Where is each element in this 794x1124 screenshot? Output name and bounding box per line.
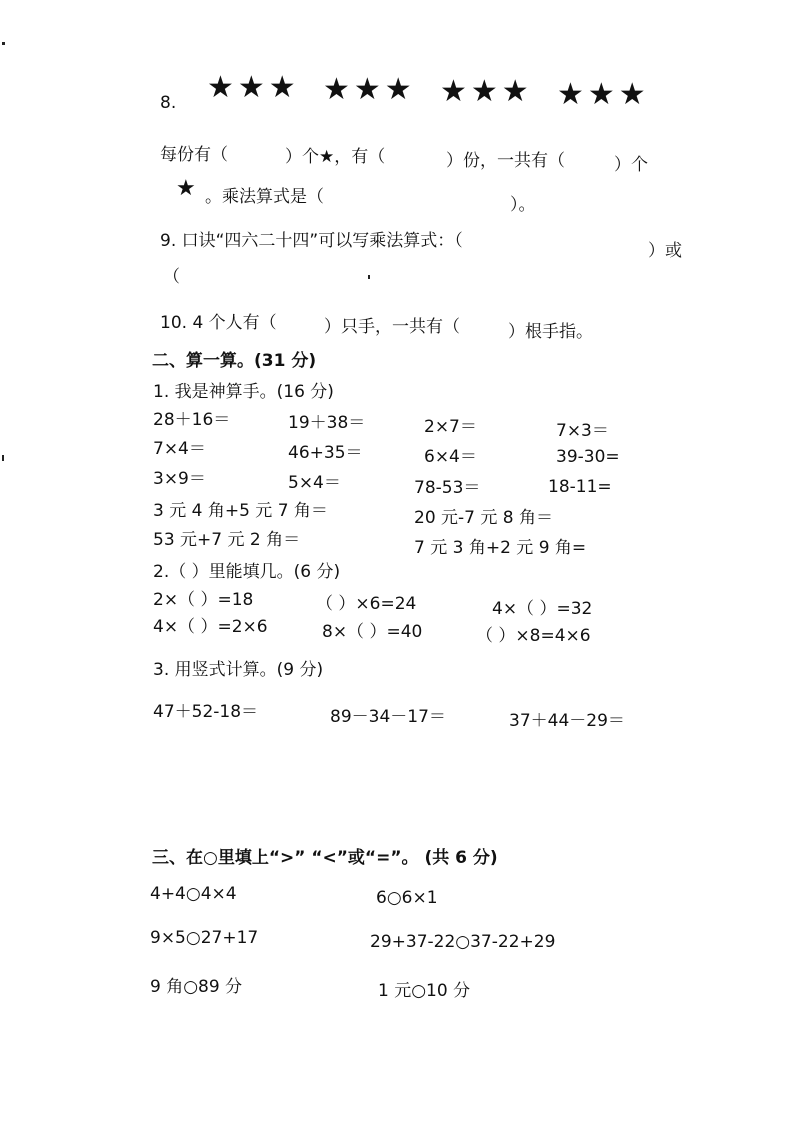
- compare-item: 29+37-22○37-22+29: [370, 932, 556, 952]
- calc-item: 6×4＝: [424, 447, 477, 467]
- q8-line1-part1: 每份有（: [160, 145, 228, 165]
- section2-title: 二、算一算。(31 分): [152, 351, 317, 371]
- q8-line1-part4: ）个: [614, 155, 648, 175]
- q10-part3: ）根手指。: [508, 322, 593, 342]
- calc-item: 7×3＝: [556, 421, 609, 441]
- calc-item: 18-11=: [548, 477, 612, 497]
- star-group-2: ★★★: [323, 72, 416, 107]
- q10-part2: ）只手，一共有（: [324, 317, 460, 337]
- compare-item: 9 角○89 分: [150, 977, 243, 997]
- compare-item: 4+4○4×4: [150, 884, 237, 904]
- calc-item: 7 元 3 角+2 元 9 角=: [414, 538, 587, 558]
- vertical-calc-item: 37＋44－29＝: [509, 711, 625, 731]
- fill-item: 2×（ ）=18: [153, 590, 254, 610]
- q9-part2: ）或: [648, 241, 682, 261]
- q9-part3: （: [163, 267, 180, 287]
- q8-line1-part2: ）个★，有（: [285, 147, 386, 167]
- calc-item: 46+35＝: [288, 443, 363, 463]
- scan-speck: [2, 455, 4, 461]
- q8-line1-part3: ）份，一共有（: [446, 151, 565, 171]
- compare-item: 9×5○27+17: [150, 928, 259, 948]
- q8-line2-part2: 。乘法算式是（: [205, 187, 324, 207]
- vertical-calc-item: 47＋52-18＝: [153, 702, 259, 722]
- fill-item: 8×（ ）=40: [322, 622, 423, 642]
- vertical-calc-item: 89－34－17＝: [330, 707, 446, 727]
- q8-line2-part3: ）。: [510, 195, 536, 215]
- calc-item: 19＋38＝: [288, 413, 366, 433]
- calc-item: 53 元+7 元 2 角＝: [153, 530, 301, 550]
- calc-item: 39-30=: [556, 447, 620, 467]
- section3-title: 三、在○里填上“>” “<”或“=”。 (共 6 分): [152, 848, 498, 868]
- calc-item: 7×4＝: [153, 439, 206, 459]
- star-group-1: ★★★: [207, 70, 300, 105]
- calc-item: 20 元-7 元 8 角＝: [414, 508, 554, 528]
- calc-item: 28＋16＝: [153, 410, 231, 430]
- calc-item: 78-53＝: [414, 478, 481, 498]
- calc-item: 5×4＝: [288, 473, 341, 493]
- q10-part1: 10. 4 个人有（: [160, 313, 277, 333]
- calc-item: 3 元 4 角+5 元 7 角＝: [153, 501, 328, 521]
- part2-title: 2.（ ）里能填几。(6 分): [153, 562, 341, 582]
- fill-item: （ ）×8=4×6: [476, 626, 591, 646]
- star-group-3: ★★★: [440, 74, 533, 109]
- q9-part1: 9. 口诀“四六二十四”可以写乘法算式：（: [160, 231, 463, 251]
- scan-speck: [368, 275, 370, 279]
- calc-item: 3×9＝: [153, 469, 206, 489]
- fill-item: （ ）×6=24: [316, 594, 417, 614]
- fill-item: 4×（ ）=32: [492, 599, 593, 619]
- star-icon: ★: [176, 176, 196, 201]
- compare-item: 1 元○10 分: [378, 981, 471, 1001]
- calc-item: 2×7＝: [424, 417, 477, 437]
- compare-item: 6○6×1: [376, 888, 438, 908]
- q8-number: 8.: [160, 93, 177, 113]
- fill-item: 4×（ ）=2×6: [153, 617, 268, 637]
- part1-title: 1. 我是神算手。(16 分): [153, 382, 334, 402]
- part3-title: 3. 用竖式计算。(9 分): [153, 660, 324, 680]
- scan-speck: [2, 42, 5, 45]
- star-group-4: ★★★: [557, 77, 650, 112]
